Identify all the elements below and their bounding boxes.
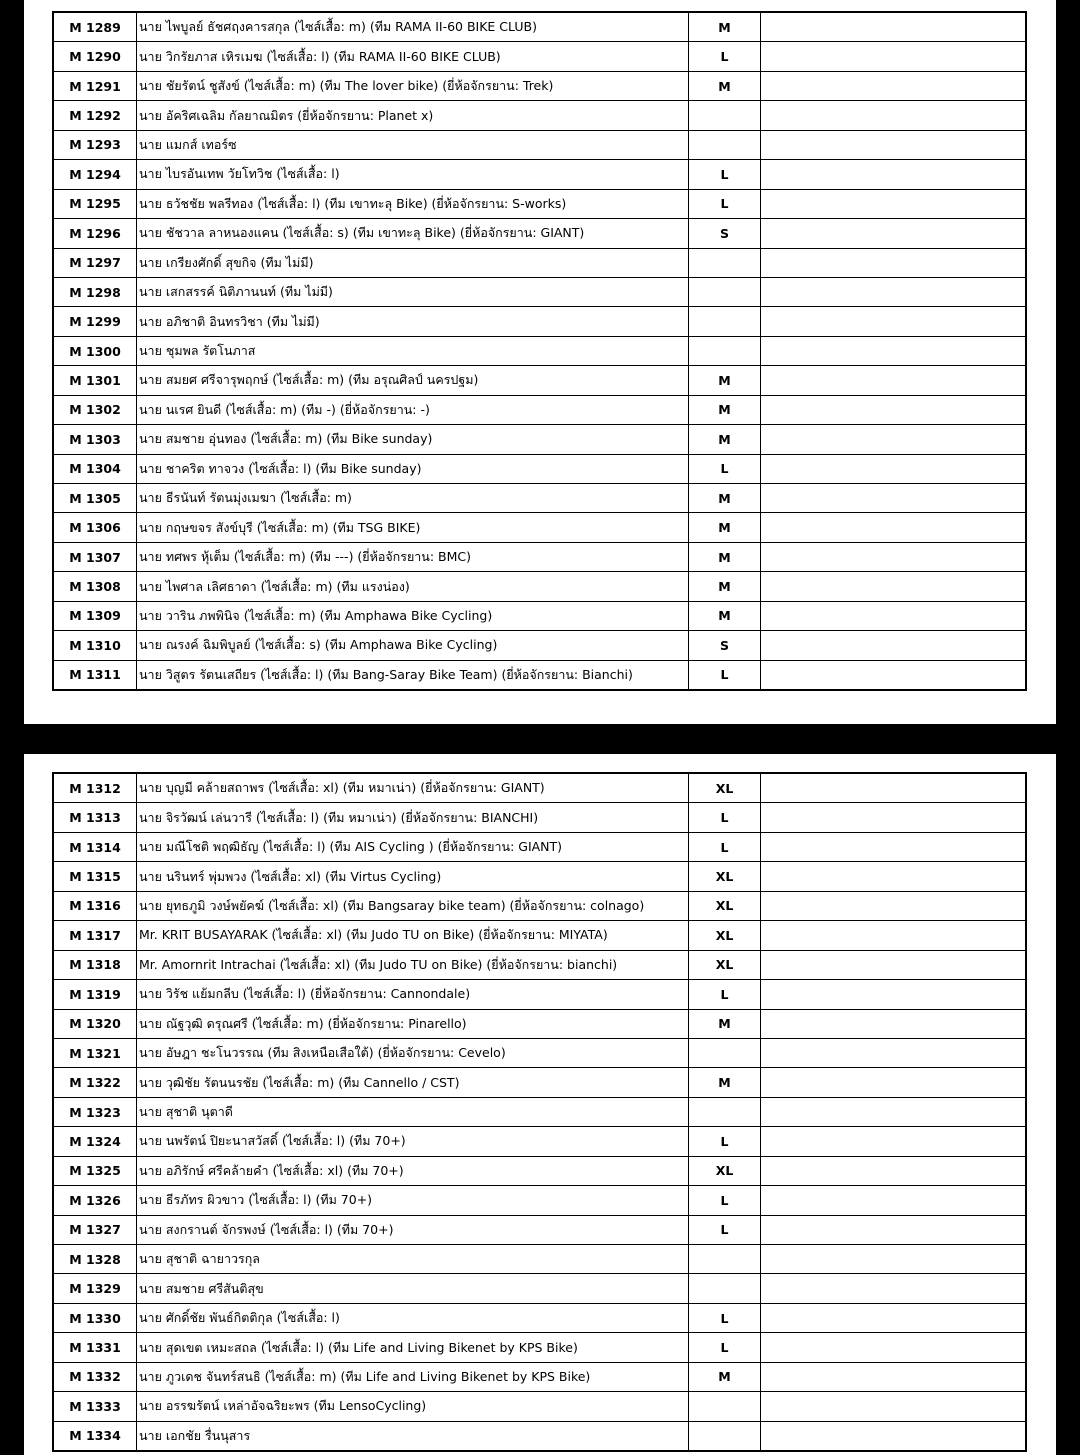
participant-name-cell: นาย ทศพร หุ้เต็ม (ไซส์เสื้อ: m) (ทีม ---) (ยี่ห้อจักรยาน: BMC) [137,542,689,571]
shirt-size-cell: L [689,660,761,690]
participant-name-cell: นาย สุชาติ ฉายาวรกุล [137,1245,689,1274]
table-row [53,336,1026,365]
blank-cell [761,891,1027,920]
shirt-size-cell: M [689,1362,761,1391]
table-row [53,1097,1026,1126]
shirt-size-cell [689,1245,761,1274]
participant-id-cell: M 1302 [53,395,137,424]
shirt-size-cell: M [689,601,761,630]
participant-id-cell: M 1295 [53,189,137,218]
participant-name-cell: นาย เอกชัย รื่นนุสาร [137,1421,689,1451]
table-row [53,513,1026,542]
participant-id-cell: M 1314 [53,832,137,861]
participant-id-cell: M 1307 [53,542,137,571]
table-row [53,1038,1026,1067]
blank-cell [761,1038,1027,1067]
participant-name-cell: นาย ธีรนันท์ รัตนมุ่งเมฆา (ไซส์เสื้อ: m) [137,484,689,513]
table-row [53,425,1026,454]
table-row [53,366,1026,395]
participant-name-cell: นาย อัคริศเฉลิม กัลยาณมิตร (ยี่ห้อจักรยาน: Planet x) [137,101,689,130]
participant-id-cell: M 1292 [53,101,137,130]
table-row [53,12,1026,42]
table-row [53,980,1026,1009]
table-row [53,219,1026,248]
table-row [53,1362,1026,1391]
participant-id-cell: M 1299 [53,307,137,336]
blank-cell [761,12,1027,42]
participant-id-cell: M 1310 [53,631,137,660]
blank-cell [761,950,1027,979]
participant-id-cell: M 1323 [53,1097,137,1126]
table-row [53,572,1026,601]
participant-id-cell: M 1298 [53,277,137,306]
shirt-size-cell: L [689,1333,761,1362]
participant-id-cell: M 1312 [53,773,137,803]
participant-name-cell: นาย สุชาติ นุตาดี [137,1097,689,1126]
table-row [53,484,1026,513]
shirt-size-cell [689,1274,761,1303]
blank-cell [761,832,1027,861]
participant-name-cell: นาย วิสูตร รัตนเสถียร (ไซส์เสื้อ: l) (ทีม Bang-Saray Bike Team) (ยี่ห้อจักรยาน: Bianchi) [137,660,689,690]
participant-name-cell: นาย ชัชวาล ลาหนองแคน (ไซส์เสื้อ: s) (ทีม เขาทะลุ Bike) (ยี่ห้อจักรยาน: GIANT) [137,219,689,248]
table-row [53,1421,1026,1451]
participant-id-cell: M 1328 [53,1245,137,1274]
participant-name-cell: Mr. Amornrit Intrachai (ไซส์เสื้อ: xl) (ทีม Judo TU on Bike) (ยี่ห้อจักรยาน: bianchi) [137,950,689,979]
participant-name-cell: นาย เสกสรรค์ นิติภานนท์ (ทีม ไม่มี) [137,277,689,306]
table-row [53,1392,1026,1421]
participant-id-cell: M 1301 [53,366,137,395]
shirt-size-cell: M [689,12,761,42]
participant-id-cell: M 1315 [53,862,137,891]
participant-id-cell: M 1330 [53,1303,137,1332]
participant-id-cell: M 1329 [53,1274,137,1303]
table-row [53,248,1026,277]
shirt-size-cell: L [689,803,761,832]
shirt-size-cell [689,307,761,336]
blank-cell [761,130,1027,159]
shirt-size-cell: L [689,1186,761,1215]
participant-name-cell: นาย ยุทธภูมิ วงษ์พยัคฆ์ (ไซส์เสื้อ: xl) (ทีม Bangsaray bike team) (ยี่ห้อจักรยาน: colnago) [137,891,689,920]
table-row [53,803,1026,832]
participant-id-cell: M 1317 [53,921,137,950]
participant-table-body [53,773,1026,1451]
participant-name-cell: นาย ศักดิ์ชัย พันธ์กิตติกุล (ไซส์เสื้อ: l) [137,1303,689,1332]
shirt-size-cell: M [689,572,761,601]
table-row [53,277,1026,306]
blank-cell [761,219,1027,248]
shirt-size-cell: L [689,160,761,189]
shirt-size-cell [689,130,761,159]
participant-name-cell: นาย ณรงค์ ฉิมพิบูลย์ (ไซส์เสื้อ: s) (ทีม Amphawa Bike Cycling) [137,631,689,660]
blank-cell [761,542,1027,571]
participant-id-cell: M 1320 [53,1009,137,1038]
participant-name-cell: นาย อภิชาติ อินทรวิชา (ทีม ไม่มี) [137,307,689,336]
participant-name-cell: นาย อัษฎา ชะโนวรรณ (ทีม สิงเหนือเสือใต้) (ยี่ห้อจักรยาน: Cevelo) [137,1038,689,1067]
participant-id-cell: M 1321 [53,1038,137,1067]
shirt-size-cell [689,248,761,277]
shirt-size-cell: L [689,1127,761,1156]
participant-name-cell: นาย มณีโชติ พฤฒิธัญ (ไซส์เสื้อ: l) (ทีม AIS Cycling ) (ยี่ห้อจักรยาน: GIANT) [137,832,689,861]
shirt-size-cell [689,277,761,306]
shirt-size-cell: L [689,832,761,861]
table-row [53,1186,1026,1215]
participant-id-cell: M 1306 [53,513,137,542]
shirt-size-cell: L [689,42,761,71]
participant-id-cell: M 1289 [53,12,137,42]
participant-name-cell: นาย นพรัตน์ ปิยะนาสวัสดิ์ (ไซส์เสื้อ: l) (ทีม 70+) [137,1127,689,1156]
participant-id-cell: M 1316 [53,891,137,920]
participant-name-cell: นาย นเรศ ยินดี (ไซส์เสื้อ: m) (ทีม -) (ยี่ห้อจักรยาน: -) [137,395,689,424]
blank-cell [761,395,1027,424]
table-row [53,160,1026,189]
participant-table-2 [52,772,1027,1452]
blank-cell [761,803,1027,832]
blank-cell [761,1392,1027,1421]
shirt-size-cell: L [689,1215,761,1244]
table-row [53,1156,1026,1185]
shirt-size-cell: M [689,542,761,571]
participant-name-cell: นาย อภิรักษ์ ศรีคล้ายคำ (ไซส์เสื้อ: xl) (ทีม 70+) [137,1156,689,1185]
shirt-size-cell: XL [689,891,761,920]
table-row [53,542,1026,571]
blank-cell [761,513,1027,542]
blank-cell [761,773,1027,803]
shirt-size-cell: M [689,1009,761,1038]
participant-name-cell: นาย อรรฆรัตน์ เหล่าอัจฉริยะพร (ทีม LensoCycling) [137,1392,689,1421]
participant-id-cell: M 1313 [53,803,137,832]
shirt-size-cell: M [689,484,761,513]
participant-name-cell: นาย สมชาย อุ่นทอง (ไซส์เสื้อ: m) (ทีม Bike sunday) [137,425,689,454]
blank-cell [761,248,1027,277]
table-row [53,454,1026,483]
shirt-size-cell: XL [689,921,761,950]
shirt-size-cell: S [689,219,761,248]
blank-cell [761,1245,1027,1274]
blank-cell [761,1362,1027,1391]
blank-cell [761,1156,1027,1185]
shirt-size-cell: S [689,631,761,660]
blank-cell [761,1274,1027,1303]
participant-name-cell: นาย ณัฐวุฒิ ดรุณศรี (ไซส์เสื้อ: m) (ยี่ห้อจักรยาน: Pinarello) [137,1009,689,1038]
blank-cell [761,454,1027,483]
participant-name-cell: นาย ชัยรัตน์ ชูสังข์ (ไซส์เสื้อ: m) (ทีม The lover bike) (ยี่ห้อจักรยาน: Trek) [137,71,689,100]
participant-name-cell: นาย ชุมพล รัตโนภาส [137,336,689,365]
shirt-size-cell: M [689,395,761,424]
table-row [53,395,1026,424]
participant-name-cell: นาย บุญมี คล้ายสถาพร (ไซส์เสื้อ: xl) (ทีม หมาเน่า) (ยี่ห้อจักรยาน: GIANT) [137,773,689,803]
participant-name-cell: นาย สมชาย ศรีสันติสุข [137,1274,689,1303]
blank-cell [761,277,1027,306]
participant-id-cell: M 1331 [53,1333,137,1362]
participant-table-1 [52,11,1027,691]
participant-name-cell: นาย ธีรภัทร ผิวขาว (ไซส์เสื้อ: l) (ทีม 70+) [137,1186,689,1215]
shirt-size-cell: M [689,513,761,542]
blank-cell [761,1215,1027,1244]
participant-id-cell: M 1325 [53,1156,137,1185]
shirt-size-cell [689,1421,761,1451]
shirt-size-cell: XL [689,1156,761,1185]
blank-cell [761,189,1027,218]
participant-name-cell: นาย ไบรอันเทพ วัยโทวิช (ไซส์เสื้อ: l) [137,160,689,189]
blank-cell [761,862,1027,891]
table-row [53,921,1026,950]
participant-name-cell: นาย กฤษขจร สังข์บุรี (ไซส์เสื้อ: m) (ทีม TSG BIKE) [137,513,689,542]
participant-id-cell: M 1300 [53,336,137,365]
table-row [53,1333,1026,1362]
participant-id-cell: M 1291 [53,71,137,100]
participant-name-cell: นาย ไพศาล เลิศธาดา (ไซส์เสื้อ: m) (ทีม แรงน่อง) [137,572,689,601]
participant-id-cell: M 1305 [53,484,137,513]
table-row [53,1127,1026,1156]
table-row [53,1068,1026,1097]
participant-name-cell: นาย นรินทร์ พุ่มพวง (ไซส์เสื้อ: xl) (ทีม Virtus Cycling) [137,862,689,891]
participant-id-cell: M 1326 [53,1186,137,1215]
participant-name-cell: นาย สงกรานต์ จักรพงษ์ (ไซส์เสื้อ: l) (ทีม 70+) [137,1215,689,1244]
table-row [53,631,1026,660]
participant-name-cell: นาย ชาคริต ทาจวง (ไซส์เสื้อ: l) (ทีม Bike sunday) [137,454,689,483]
blank-cell [761,921,1027,950]
participant-name-cell: นาย วิกรัยภาส เหิรเมฆ (ไซส์เสื้อ: l) (ทีม RAMA II-60 BIKE CLUB) [137,42,689,71]
blank-cell [761,1009,1027,1038]
participant-name-cell: นาย แมกส์ เทอร์ซ [137,130,689,159]
table-row [53,1215,1026,1244]
participant-id-cell: M 1333 [53,1392,137,1421]
blank-cell [761,1068,1027,1097]
table-row [53,660,1026,690]
participant-name-cell: นาย สุดเขต เหมะสถล (ไซส์เสื้อ: l) (ทีม Life and Living Bikenet by KPS Bike) [137,1333,689,1362]
shirt-size-cell: XL [689,773,761,803]
shirt-size-cell: M [689,425,761,454]
table-row [53,950,1026,979]
participant-id-cell: M 1327 [53,1215,137,1244]
table-row [53,862,1026,891]
shirt-size-cell: M [689,366,761,395]
table-row [53,1274,1026,1303]
blank-cell [761,1303,1027,1332]
blank-cell [761,601,1027,630]
shirt-size-cell [689,1392,761,1421]
participant-name-cell: นาย วุฒิชัย รัตนนรชัย (ไซส์เสื้อ: m) (ทีม Cannello / CST) [137,1068,689,1097]
blank-cell [761,336,1027,365]
shirt-size-cell: L [689,189,761,218]
participant-id-cell: M 1304 [53,454,137,483]
blank-cell [761,366,1027,395]
participant-name-cell: นาย ภูวเดช จันทร์สนธิ (ไซส์เสื้อ: m) (ทีม Life and Living Bikenet by KPS Bike) [137,1362,689,1391]
table-row [53,832,1026,861]
blank-cell [761,307,1027,336]
table-row [53,1303,1026,1332]
participant-name-cell: นาย ไพบูลย์ ธัชศฤงคารสกุล (ไซส์เสื้อ: m) (ทีม RAMA II-60 BIKE CLUB) [137,12,689,42]
table-row [53,891,1026,920]
shirt-size-cell: L [689,1303,761,1332]
participant-id-cell: M 1322 [53,1068,137,1097]
participant-name-cell: นาย สมยศ ศรีจารุพฤกษ์ (ไซส์เสื้อ: m) (ทีม อรุณศิลป์ นครปฐม) [137,366,689,395]
participant-id-cell: M 1293 [53,130,137,159]
table-row [53,42,1026,71]
participant-id-cell: M 1332 [53,1362,137,1391]
blank-cell [761,980,1027,1009]
blank-cell [761,1333,1027,1362]
shirt-size-cell: M [689,71,761,100]
participant-name-cell: นาย ธวัชชัย พลรีทอง (ไซส์เสื้อ: l) (ทีม เขาทะลุ Bike) (ยี่ห้อจักรยาน: S-works) [137,189,689,218]
participant-id-cell: M 1290 [53,42,137,71]
blank-cell [761,101,1027,130]
table-row [53,130,1026,159]
participant-id-cell: M 1309 [53,601,137,630]
table-row [53,307,1026,336]
blank-cell [761,1421,1027,1451]
participant-id-cell: M 1303 [53,425,137,454]
table-row [53,101,1026,130]
shirt-size-cell: L [689,454,761,483]
blank-cell [761,42,1027,71]
shirt-size-cell: XL [689,950,761,979]
shirt-size-cell: M [689,1068,761,1097]
shirt-size-cell [689,101,761,130]
participant-name-cell: นาย วิรัช แย้มกลีบ (ไซส์เสื้อ: l) (ยี่ห้อจักรยาน: Cannondale) [137,980,689,1009]
blank-cell [761,631,1027,660]
participant-id-cell: M 1334 [53,1421,137,1451]
participant-id-cell: M 1297 [53,248,137,277]
table-row [53,1009,1026,1038]
participant-id-cell: M 1294 [53,160,137,189]
blank-cell [761,572,1027,601]
shirt-size-cell: L [689,980,761,1009]
document-page-2 [24,754,1056,1455]
blank-cell [761,160,1027,189]
table-row [53,601,1026,630]
blank-cell [761,660,1027,690]
participant-id-cell: M 1318 [53,950,137,979]
participant-name-cell: นาย เกรียงศักดิ์ สุขกิจ (ทีม ไม่มี) [137,248,689,277]
participant-id-cell: M 1296 [53,219,137,248]
participant-id-cell: M 1324 [53,1127,137,1156]
shirt-size-cell: XL [689,862,761,891]
shirt-size-cell [689,1038,761,1067]
participant-id-cell: M 1319 [53,980,137,1009]
participant-name-cell: Mr. KRIT BUSAYARAK (ไซส์เสื้อ: xl) (ทีม Judo TU on Bike) (ยี่ห้อจักรยาน: MIYATA) [137,921,689,950]
table-row [53,1245,1026,1274]
shirt-size-cell [689,336,761,365]
participant-id-cell: M 1311 [53,660,137,690]
table-row [53,773,1026,803]
table-row [53,71,1026,100]
table-row [53,189,1026,218]
blank-cell [761,425,1027,454]
document-page-1 [24,0,1056,724]
blank-cell [761,484,1027,513]
shirt-size-cell [689,1097,761,1126]
blank-cell [761,1186,1027,1215]
participant-table-body [53,12,1026,690]
blank-cell [761,1097,1027,1126]
blank-cell [761,1127,1027,1156]
participant-id-cell: M 1308 [53,572,137,601]
participant-name-cell: นาย จิรวัฒน์ เล่นวารี (ไซส์เสื้อ: l) (ทีม หมาเน่า) (ยี่ห้อจักรยาน: BIANCHI) [137,803,689,832]
blank-cell [761,71,1027,100]
participant-name-cell: นาย วาริน ภพพินิจ (ไซส์เสื้อ: m) (ทีม Amphawa Bike Cycling) [137,601,689,630]
